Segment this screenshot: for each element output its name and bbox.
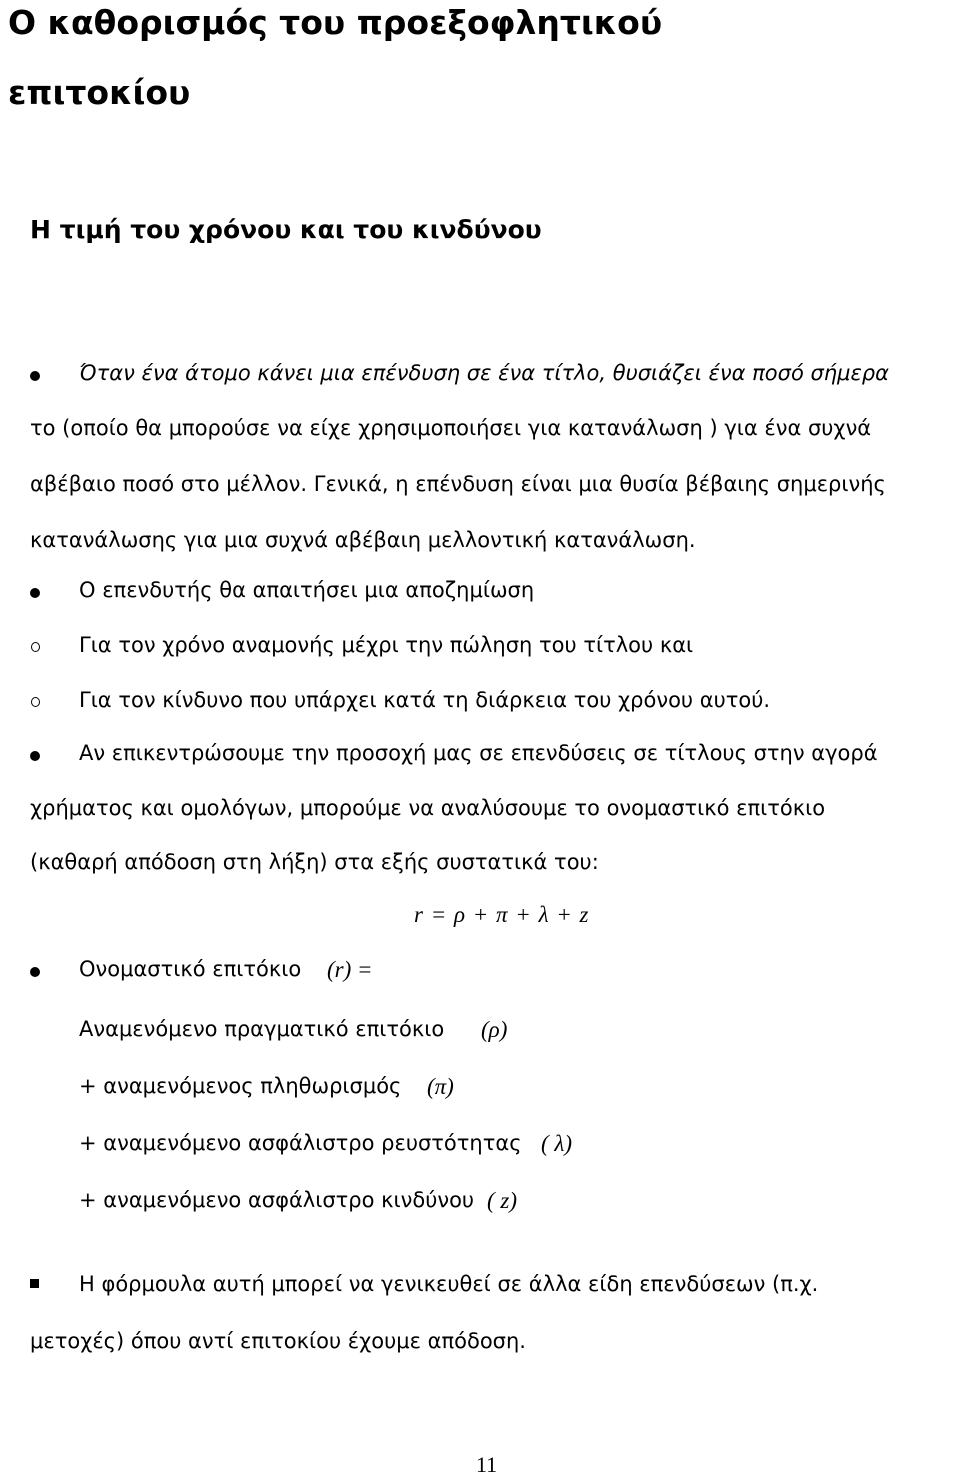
bullet-icon [30,967,40,977]
paragraph-3-line-2: χρήματος και ομολόγων, μπορούμε να αναλύσουμε το ονομαστικό επιτόκιο [30,796,826,820]
note-line-2: μετοχές) όπου αντί επιτοκίου έχουμε απόδοση. [30,1329,526,1353]
circle-bullet-icon [31,642,40,652]
liquidity-premium-symbol: ( λ) [541,1131,573,1156]
risk-premium-symbol: ( z) [487,1188,518,1213]
bullet-icon [30,588,40,598]
bullet-icon [30,371,40,381]
interest-formula: r = ρ + π + λ + z [414,902,589,927]
paragraph-1-line-1: Όταν ένα άτομο κάνει μια επένδυση σε ένα τίτλο, θυσιάζει ένα ποσό σήμερα [79,361,889,385]
bullet-2-text: Ο επενδυτής θα απαιτήσει μια αποζημίωση [79,578,535,602]
risk-premium-label: + αναμενόμενο ασφάλιστρο κινδύνου [79,1188,475,1212]
square-bullet-icon [30,1279,39,1288]
inflation-label: + αναμενόμενος πληθωρισμός [79,1074,402,1098]
paragraph-1-line-2: το (οποίο θα μπορούσε να είχε χρησιμοποιήσει για κατανάλωση ) για ένα συχνά [30,416,872,440]
paragraph-1-line-3: αβέβαιο ποσό στο μέλλον. Γενικά, η επένδυση είναι μια θυσία βέβαιης σημερινής [30,472,886,496]
page-title-line-2: επιτοκίου [8,73,191,112]
paragraph-1-line-4: κατανάλωσης για μια συχνά αβέβαιη μελλοντική κατανάλωση. [30,528,696,552]
sub-item-1: Για τον χρόνο αναμονής μέχρι την πώληση του τίτλου και [79,633,694,657]
circle-bullet-icon [31,697,40,707]
liquidity-premium-label: + αναμενόμενο ασφάλιστρο ρευστότητας [79,1131,522,1155]
bullet-icon [30,751,40,761]
paragraph-3-line-1: Αν επικεντρώσουμε την προσοχή μας σε επενδύσεις σε τίτλους στην αγορά [79,741,878,765]
real-rate-label: Αναμενόμενο πραγματικό επιτόκιο [79,1017,445,1041]
paragraph-3-line-3: (καθαρή απόδοση στη λήξη) στα εξής συστατικά του: [30,850,599,874]
page-number: 11 [476,1452,498,1477]
section-subtitle: Η τιμή του χρόνου και του κινδύνου [30,215,542,244]
nominal-rate-symbol: (r) = [327,957,373,982]
inflation-symbol: (π) [427,1074,454,1099]
nominal-rate-label: Ονομαστικό επιτόκιο [79,957,302,981]
note-line-1: Η φόρμουλα αυτή μπορεί να γενικευθεί σε άλλα είδη επενδύσεων (π.χ. [79,1272,819,1296]
real-rate-symbol: (ρ) [481,1017,508,1042]
sub-item-2: Για τον κίνδυνο που υπάρχει κατά τη διάρκεια του χρόνου αυτού. [79,688,771,712]
page-title-line-1: Ο καθορισμός του προεξοφλητικού [8,3,663,42]
